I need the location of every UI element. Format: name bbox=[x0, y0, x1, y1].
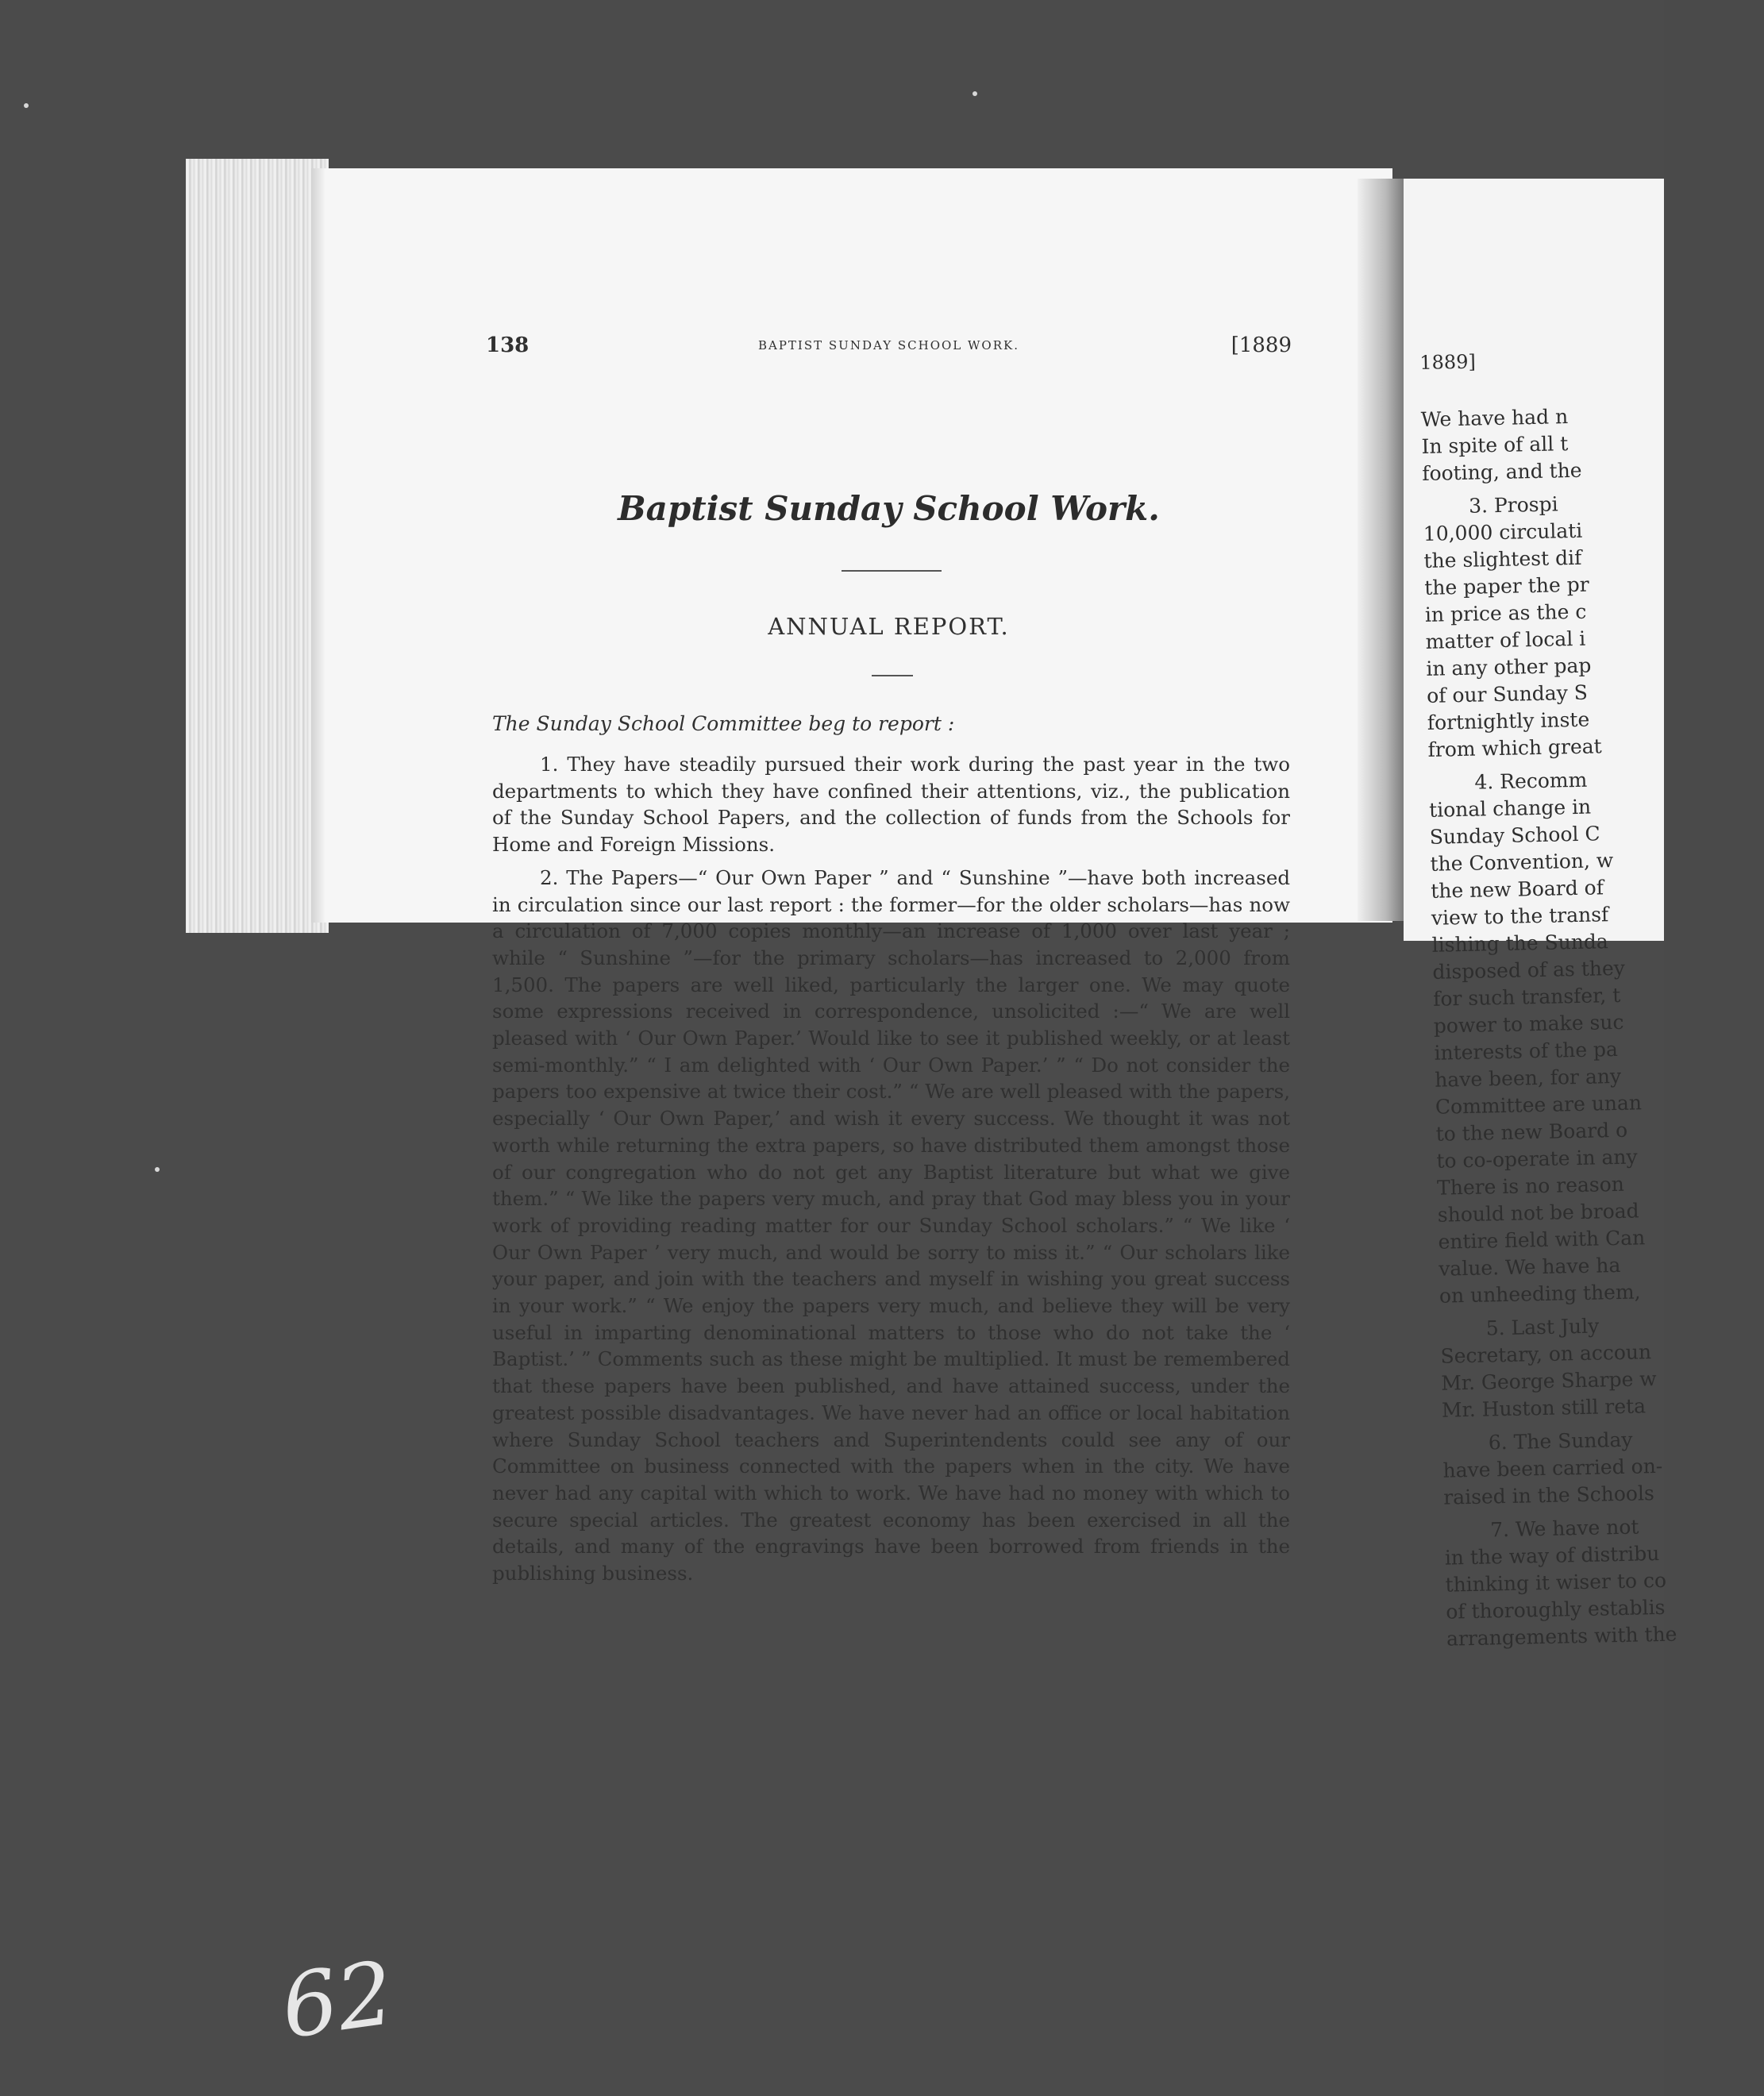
right-line: have been, for any bbox=[1434, 1064, 1622, 1092]
left-page-shadow bbox=[311, 168, 325, 923]
right-line: arrangements with the bbox=[1446, 1622, 1677, 1651]
right-line: the Convention, w bbox=[1430, 849, 1614, 876]
page-edges bbox=[186, 159, 329, 933]
right-line: footing, and the bbox=[1421, 458, 1582, 485]
right-line: 10,000 circulati bbox=[1423, 518, 1583, 545]
subtitle-rule bbox=[872, 675, 913, 676]
right-line: In spite of all t bbox=[1421, 432, 1569, 458]
page-subtitle: ANNUAL REPORT. bbox=[768, 613, 1010, 640]
report-intro: The Sunday School Committee beg to report : bbox=[492, 712, 955, 735]
right-line: 5. Last July bbox=[1485, 1314, 1600, 1340]
right-line: the new Board of bbox=[1430, 876, 1604, 903]
right-line: We have had n bbox=[1420, 405, 1569, 431]
right-line: interests of the pa bbox=[1434, 1037, 1619, 1065]
page-title: Baptist Sunday School Work. bbox=[618, 489, 1160, 528]
right-line: of our Sunday S bbox=[1426, 680, 1589, 707]
right-line: in any other pap bbox=[1426, 653, 1592, 680]
right-line: of thoroughly establis bbox=[1446, 1595, 1666, 1624]
paragraph: 1. They have steadily pursued their work during the past year in the two departments to which they have confined their attentions, viz., the publication of the Sunday School Papers, and the collection of funds from the Schools for Home and Foreign Missions. bbox=[492, 753, 1290, 857]
right-line: to co-operate in any bbox=[1436, 1145, 1638, 1173]
right-line: value. We have ha bbox=[1438, 1253, 1621, 1281]
right-line: 7. We have not bbox=[1489, 1515, 1639, 1542]
right-line: in price as the c bbox=[1424, 599, 1587, 626]
page-number: 138 bbox=[486, 333, 530, 357]
left-page-text bbox=[486, 333, 1292, 1585]
scan-speck bbox=[155, 1167, 160, 1172]
right-line: have been carried on- bbox=[1442, 1454, 1663, 1482]
right-line: 4. Recomm bbox=[1474, 768, 1588, 794]
scan-speck bbox=[973, 91, 977, 96]
right-line: Mr. Huston still reta bbox=[1441, 1394, 1647, 1422]
running-header bbox=[486, 333, 1292, 365]
book-gutter bbox=[1358, 179, 1409, 921]
right-page bbox=[1404, 179, 1677, 1651]
right-line: for such transfer, t bbox=[1432, 983, 1621, 1011]
right-line: fortnightly inste bbox=[1427, 707, 1590, 734]
paragraph: 2. The Papers—“ Our Own Paper ” and “ Sunshine ”—have both increased in circulation since our last report : the former—for the older scholars—has now a circulation of 7,000 copies monthly—an increase of 1,000 over last year ; while “ Sunshine ”—for the primary scholars—has increased to 2,000 from 1,500. The papers are well liked, particularly the larger one. We may quote some expressions received in correspondence, unsolicited :—“ We are well pleased with ‘ Our Own Paper.’ Would like to see it published weekly, or at least semi-monthly.” “ I am delighted with ‘ Our Own Paper.’ ” “ Do not consider the papers too expensive at twice their cost.” “ We are well pleased with the papers, especially ‘ Our Own Paper,’ and wish it every success. We thought it was not worth while returning the extra papers, so have distributed them amongst those of our congregation who do not get any Baptist literature but what we give them.” “ We like the papers very much, and pray that God may bless you in your work of providing reading matter for our Sunday School scholars.” “ We like ‘ Our Own Paper ’ very much, and would be sorry to miss it.” “ Our scholars like your paper, and join with the teachers and myself in wishing you great success in your work.” “ We enjoy the papers very much, and believe they will be very useful in imparting denominational matters to those who do not take the ‘ Baptist.’ ” Comments such as these might be multiplied. It must be remembered that these papers have been published, and have attained success, under the greatest possible disadvantages. We have never had an office or local habitation where Sunday School teachers and Superintendents could see any of our Committee on business connected with the papers when in the city. We have never had any capital with which to work. We have had no money with which to secure special articles. The greatest economy has been exercised in all the details, and many of the engravings have been borrowed from friends in the publishing business. bbox=[492, 865, 1290, 1585]
scan-speck bbox=[24, 103, 29, 108]
right-line: 6. The Sunday bbox=[1488, 1428, 1633, 1454]
right-line: to the new Board o bbox=[1435, 1118, 1628, 1146]
right-line: disposed of as they bbox=[1432, 956, 1626, 984]
right-line: lishing the Sunda bbox=[1431, 930, 1609, 957]
right-line: entire field with Can bbox=[1438, 1226, 1646, 1254]
right-line: in the way of distribu bbox=[1444, 1542, 1660, 1570]
right-line: Sunday School C bbox=[1429, 822, 1600, 849]
right-line: Committee are unan bbox=[1435, 1091, 1643, 1119]
report-body bbox=[492, 751, 1290, 1593]
right-line: thinking it wiser to co bbox=[1445, 1568, 1667, 1597]
right-line: 3. Prospi bbox=[1468, 492, 1558, 518]
right-line: view to the transf bbox=[1431, 903, 1609, 930]
right-line: tional change in bbox=[1428, 795, 1592, 822]
right-line: from which great bbox=[1427, 734, 1602, 761]
right-running-head: 1889] bbox=[1419, 350, 1477, 374]
right-line: should not be broad bbox=[1437, 1199, 1639, 1227]
handwritten-margin-note: 62 bbox=[275, 1941, 400, 2059]
right-line: raised in the Schools bbox=[1442, 1481, 1655, 1509]
right-line: the paper the pr bbox=[1423, 572, 1589, 599]
header-year: [1889 bbox=[1231, 333, 1292, 357]
right-line: There is no reason bbox=[1436, 1172, 1625, 1200]
running-head: BAPTIST SUNDAY SCHOOL WORK. bbox=[757, 338, 1020, 353]
right-line: Mr. George Sharpe w bbox=[1440, 1367, 1657, 1395]
right-line: power to make suc bbox=[1433, 1010, 1624, 1038]
right-page-text bbox=[1419, 343, 1764, 1653]
right-line: Secretary, on accoun bbox=[1440, 1340, 1652, 1368]
right-line: on unheeding them, bbox=[1439, 1280, 1641, 1308]
title-rule bbox=[842, 570, 942, 572]
right-line: the slightest dif bbox=[1423, 545, 1582, 572]
right-line: matter of local i bbox=[1425, 626, 1586, 653]
